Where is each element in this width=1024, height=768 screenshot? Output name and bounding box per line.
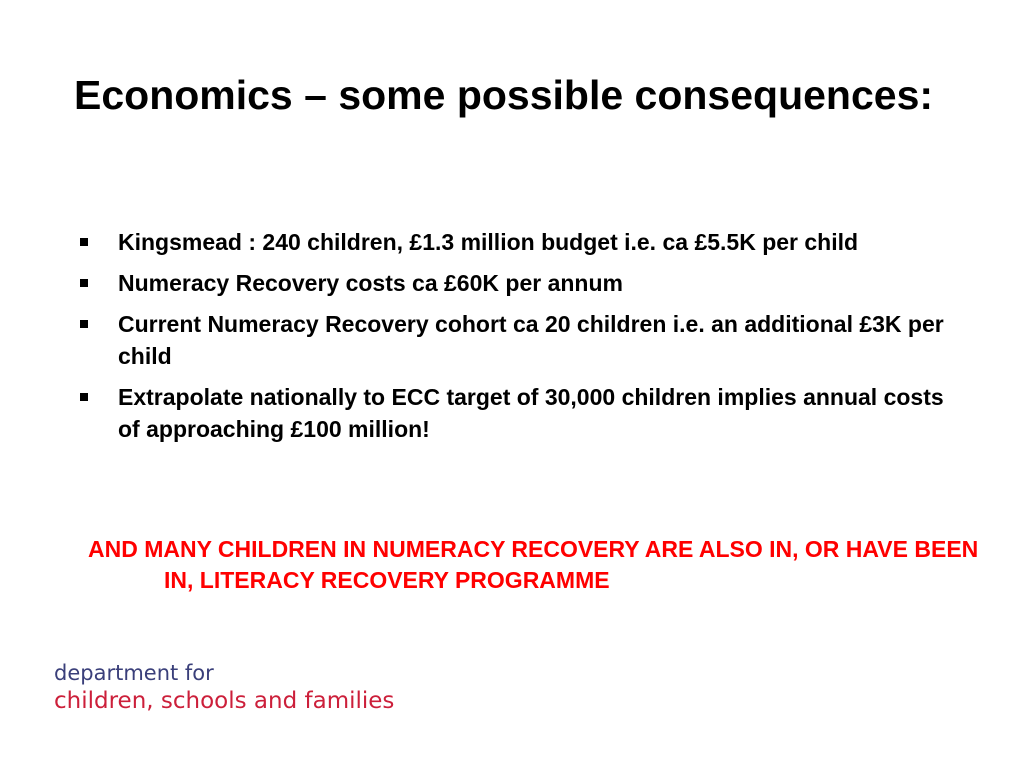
square-bullet-icon <box>80 320 88 328</box>
square-bullet-icon <box>80 393 88 401</box>
logo-line-children-schools-families: children, schools and families <box>54 688 395 714</box>
bullet-item <box>80 226 970 258</box>
bullet-text: Kingsmead : 240 children, £1.3 million budget i.e. ca £5.5K per child <box>118 229 859 255</box>
bullet-item <box>80 308 970 372</box>
square-bullet-icon <box>80 279 88 287</box>
department-logo <box>54 660 474 724</box>
bullet-text: Extrapolate nationally to ECC target of 30,000 children implies annual costs of approaching £100 million! <box>118 384 944 442</box>
bullet-item <box>80 267 970 299</box>
bullet-text: Numeracy Recovery costs ca £60K per annum <box>118 270 623 296</box>
square-bullet-icon <box>80 238 88 246</box>
logo-line-department: department for <box>54 661 214 685</box>
bullet-item <box>80 381 970 445</box>
callout-text: AND MANY CHILDREN IN NUMERACY RECOVERY ARE ALSO IN, OR HAVE BEEN IN, LITERACY RECOVERY PROGRAMME <box>88 536 979 593</box>
bullet-list <box>80 226 970 454</box>
slide-title: Economics – some possible consequences: <box>74 72 934 118</box>
bullet-text: Current Numeracy Recovery cohort ca 20 children i.e. an additional £3K per child <box>118 311 944 369</box>
